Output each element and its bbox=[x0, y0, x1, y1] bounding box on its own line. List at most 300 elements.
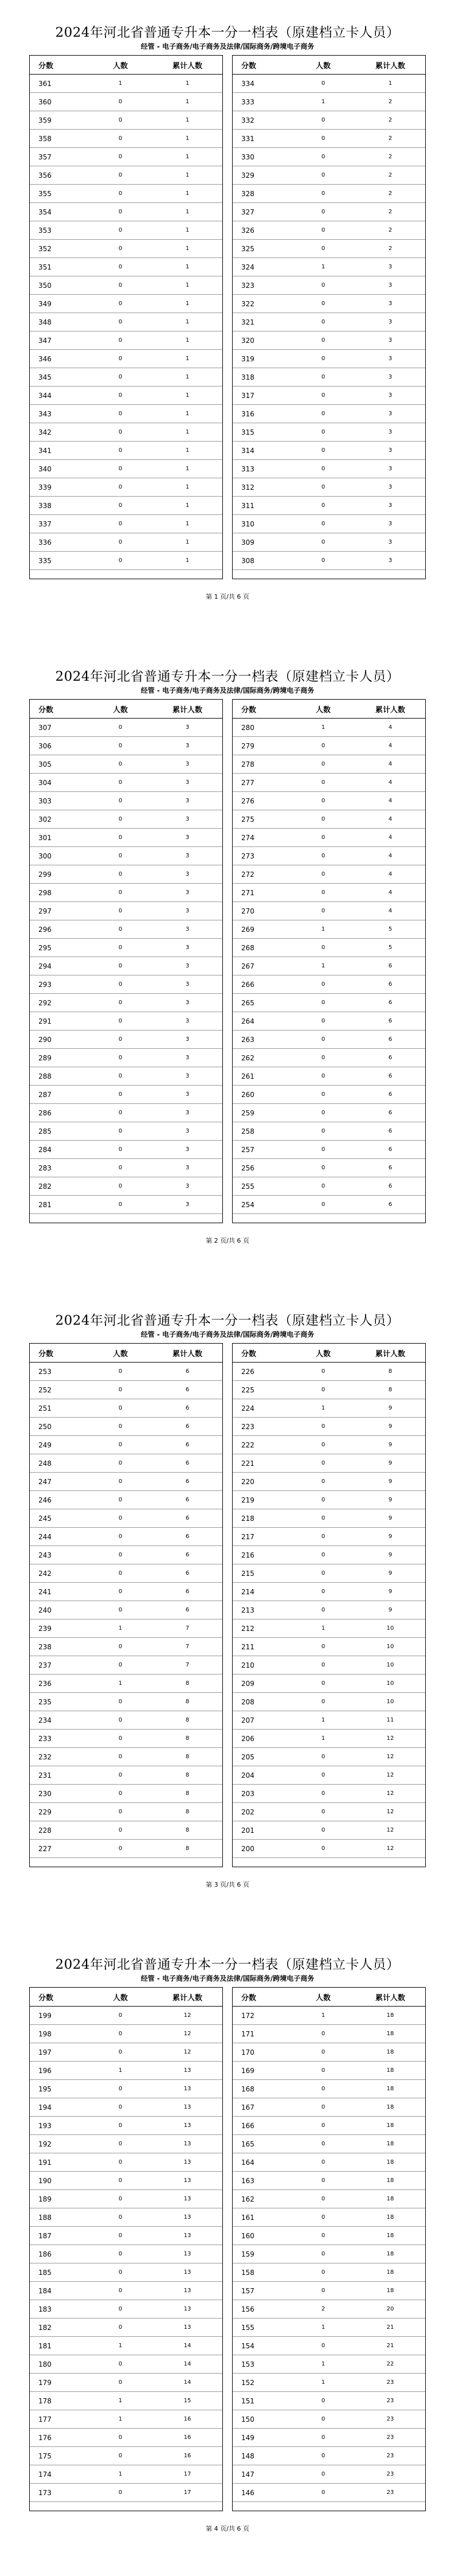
table-row bbox=[29, 755, 223, 774]
cell-score: 175 bbox=[29, 2447, 89, 2465]
cell-count: 0 bbox=[89, 1196, 152, 1214]
cell-count: 0 bbox=[292, 1509, 355, 1528]
cell-score: 163 bbox=[232, 2172, 292, 2190]
table-row bbox=[232, 1177, 426, 1196]
cell-cumulative: 4 bbox=[355, 810, 426, 829]
cell-score: 285 bbox=[29, 1122, 89, 1141]
cell-count: 0 bbox=[89, 2172, 152, 2190]
header-score: 分数 bbox=[232, 1988, 292, 2007]
cell-cumulative: 1 bbox=[152, 93, 223, 111]
cell-cumulative: 18 bbox=[355, 2043, 426, 2062]
cell-score: 266 bbox=[232, 975, 292, 994]
cell-cumulative: 9 bbox=[355, 1491, 426, 1509]
cell-cumulative: 6 bbox=[355, 1122, 426, 1141]
cell-score: 176 bbox=[29, 2429, 89, 2447]
cell-count: 0 bbox=[89, 2447, 152, 2465]
cell-score: 252 bbox=[29, 1381, 89, 1399]
cell-cumulative: 13 bbox=[152, 2190, 223, 2208]
table-header-row bbox=[29, 700, 223, 719]
cell-score: 157 bbox=[232, 2282, 292, 2300]
cell-count: 0 bbox=[292, 203, 355, 221]
cell-score: 166 bbox=[232, 2117, 292, 2135]
cell-cumulative: 3 bbox=[355, 405, 426, 423]
cell-cumulative: 3 bbox=[152, 774, 223, 792]
cell-score: 196 bbox=[29, 2062, 89, 2080]
cell-score: 314 bbox=[232, 442, 292, 460]
cell-score: 336 bbox=[29, 533, 89, 552]
table-row bbox=[232, 2227, 426, 2245]
cell-score: 146 bbox=[232, 2484, 292, 2502]
table-row bbox=[29, 240, 223, 258]
cell-cumulative: 6 bbox=[355, 1159, 426, 1177]
cell-cumulative: 6 bbox=[152, 1399, 223, 1418]
cell-cumulative: 9 bbox=[355, 1509, 426, 1528]
table-row bbox=[232, 387, 426, 405]
cell-cumulative: 13 bbox=[152, 2062, 223, 2080]
cell-count: 0 bbox=[89, 1601, 152, 1619]
cell-count: 0 bbox=[89, 460, 152, 478]
cell-score: 231 bbox=[29, 1766, 89, 1785]
cell-count: 0 bbox=[292, 1821, 355, 1840]
cell-count: 0 bbox=[89, 1803, 152, 1821]
table-row bbox=[29, 295, 223, 313]
cell-count: 0 bbox=[292, 2447, 355, 2465]
cell-cumulative: 1 bbox=[152, 111, 223, 130]
score-table-left bbox=[29, 700, 223, 1214]
table-row bbox=[29, 75, 223, 93]
header-cumulative: 累计人数 bbox=[355, 700, 426, 719]
cell-score: 329 bbox=[232, 166, 292, 185]
cell-score: 256 bbox=[232, 1159, 292, 1177]
cell-cumulative: 10 bbox=[355, 1675, 426, 1693]
table-row bbox=[232, 1546, 426, 1564]
cell-count: 0 bbox=[292, 148, 355, 166]
cell-count: 0 bbox=[292, 1473, 355, 1491]
cell-score: 280 bbox=[232, 719, 292, 737]
cell-cumulative: 21 bbox=[355, 2319, 426, 2337]
cell-score: 211 bbox=[232, 1638, 292, 1656]
table-row bbox=[29, 1418, 223, 1436]
cell-count: 0 bbox=[89, 185, 152, 203]
table-row bbox=[232, 1141, 426, 1159]
cell-cumulative: 3 bbox=[152, 792, 223, 810]
table-row bbox=[29, 1196, 223, 1214]
cell-score: 151 bbox=[232, 2392, 292, 2410]
cell-score: 208 bbox=[232, 1693, 292, 1711]
cell-cumulative: 1 bbox=[152, 203, 223, 221]
cell-count: 1 bbox=[89, 2337, 152, 2355]
table-row bbox=[232, 75, 426, 93]
cell-score: 249 bbox=[29, 1436, 89, 1454]
cell-count: 0 bbox=[89, 405, 152, 423]
cell-score: 168 bbox=[232, 2080, 292, 2098]
table-row bbox=[29, 2484, 223, 2502]
cell-cumulative: 23 bbox=[355, 2410, 426, 2429]
table-row bbox=[232, 810, 426, 829]
cell-cumulative: 12 bbox=[355, 1840, 426, 1858]
cell-score: 180 bbox=[29, 2355, 89, 2374]
cell-score: 298 bbox=[29, 884, 89, 902]
cell-count: 1 bbox=[292, 2007, 355, 2025]
cell-count: 0 bbox=[292, 515, 355, 533]
cell-score: 355 bbox=[29, 185, 89, 203]
cell-count: 0 bbox=[292, 2025, 355, 2043]
cell-cumulative: 8 bbox=[152, 1785, 223, 1803]
table-row bbox=[29, 939, 223, 957]
cell-score: 300 bbox=[29, 847, 89, 865]
table-row bbox=[232, 93, 426, 111]
cell-score: 275 bbox=[232, 810, 292, 829]
table-row bbox=[232, 148, 426, 166]
cell-score: 161 bbox=[232, 2208, 292, 2227]
table-row bbox=[29, 1454, 223, 1473]
cell-count: 0 bbox=[89, 2117, 152, 2135]
table-row bbox=[29, 368, 223, 387]
table-row bbox=[232, 1583, 426, 1601]
cell-count: 0 bbox=[292, 497, 355, 515]
cell-cumulative: 3 bbox=[355, 497, 426, 515]
cell-score: 193 bbox=[29, 2117, 89, 2135]
table-row bbox=[232, 755, 426, 774]
cell-cumulative: 23 bbox=[355, 2392, 426, 2410]
cell-score: 307 bbox=[29, 719, 89, 737]
cell-score: 359 bbox=[29, 111, 89, 130]
table-header-row bbox=[232, 700, 426, 719]
table-row bbox=[232, 1766, 426, 1785]
table-row bbox=[232, 847, 426, 865]
table-row bbox=[29, 93, 223, 111]
cell-cumulative: 2 bbox=[355, 185, 426, 203]
cell-count: 0 bbox=[89, 1067, 152, 1086]
page-footer: 第 3 页/共 6 页 bbox=[206, 1881, 249, 1888]
cell-cumulative: 9 bbox=[355, 1601, 426, 1619]
table-row bbox=[29, 1104, 223, 1122]
cell-score: 289 bbox=[29, 1049, 89, 1067]
cell-score: 316 bbox=[232, 405, 292, 423]
cell-cumulative: 1 bbox=[152, 350, 223, 368]
cell-score: 150 bbox=[232, 2410, 292, 2429]
cell-count: 0 bbox=[292, 1803, 355, 1821]
cell-cumulative: 23 bbox=[355, 2465, 426, 2484]
cell-score: 347 bbox=[29, 331, 89, 350]
cell-cumulative: 18 bbox=[355, 2227, 426, 2245]
cell-count: 0 bbox=[89, 755, 152, 774]
table-row bbox=[29, 829, 223, 847]
cell-score: 264 bbox=[232, 1012, 292, 1031]
cell-count: 0 bbox=[292, 1748, 355, 1766]
table-row bbox=[232, 829, 426, 847]
cell-cumulative: 14 bbox=[152, 2374, 223, 2392]
cell-score: 200 bbox=[232, 1840, 292, 1858]
table-row bbox=[29, 2208, 223, 2227]
table-row bbox=[232, 2300, 426, 2319]
cell-score: 338 bbox=[29, 497, 89, 515]
table-row bbox=[29, 2263, 223, 2282]
table-header-row bbox=[29, 1988, 223, 2007]
cell-count: 0 bbox=[292, 2484, 355, 2502]
header-score: 分数 bbox=[29, 1344, 89, 1363]
cell-score: 213 bbox=[232, 1601, 292, 1619]
table-row bbox=[232, 313, 426, 331]
cell-cumulative: 23 bbox=[355, 2429, 426, 2447]
cell-cumulative: 13 bbox=[152, 2282, 223, 2300]
table-row bbox=[29, 130, 223, 148]
cell-cumulative: 4 bbox=[355, 719, 426, 737]
cell-cumulative: 13 bbox=[152, 2098, 223, 2117]
cell-cumulative: 3 bbox=[355, 552, 426, 570]
cell-count: 1 bbox=[89, 1619, 152, 1638]
cell-count: 1 bbox=[292, 2355, 355, 2374]
cell-score: 148 bbox=[232, 2447, 292, 2465]
header-cumulative: 累计人数 bbox=[152, 1344, 223, 1363]
cell-count: 0 bbox=[292, 2080, 355, 2098]
cell-count: 0 bbox=[89, 2190, 152, 2208]
table-row bbox=[232, 1656, 426, 1675]
header-score: 分数 bbox=[232, 700, 292, 719]
header-cumulative: 累计人数 bbox=[355, 1988, 426, 2007]
table-row bbox=[29, 1086, 223, 1104]
cell-count: 0 bbox=[89, 515, 152, 533]
cell-count: 0 bbox=[292, 1177, 355, 1196]
cell-score: 346 bbox=[29, 350, 89, 368]
table-row bbox=[232, 1638, 426, 1656]
cell-count: 0 bbox=[89, 1012, 152, 1031]
cell-cumulative: 3 bbox=[152, 1122, 223, 1141]
cell-count: 0 bbox=[292, 1546, 355, 1564]
header-count: 人数 bbox=[89, 1988, 152, 2007]
table-row bbox=[29, 1656, 223, 1675]
cell-score: 158 bbox=[232, 2263, 292, 2282]
cell-count: 0 bbox=[292, 2172, 355, 2190]
cell-score: 251 bbox=[29, 1399, 89, 1418]
table-row bbox=[29, 1177, 223, 1196]
cell-score: 287 bbox=[29, 1086, 89, 1104]
table-row bbox=[232, 792, 426, 810]
cell-count: 0 bbox=[89, 2484, 152, 2502]
cell-count: 0 bbox=[89, 884, 152, 902]
cell-count: 0 bbox=[89, 737, 152, 755]
cell-score: 304 bbox=[29, 774, 89, 792]
cell-cumulative: 1 bbox=[152, 258, 223, 276]
table-row bbox=[232, 1381, 426, 1399]
cell-cumulative: 18 bbox=[355, 2025, 426, 2043]
cell-score: 361 bbox=[29, 75, 89, 93]
table-row bbox=[29, 2337, 223, 2355]
cell-score: 259 bbox=[232, 1104, 292, 1122]
cell-cumulative: 8 bbox=[152, 1803, 223, 1821]
table-row bbox=[232, 185, 426, 203]
table-row bbox=[29, 1840, 223, 1858]
cell-count: 0 bbox=[292, 442, 355, 460]
cell-score: 291 bbox=[29, 1012, 89, 1031]
table-row bbox=[29, 1675, 223, 1693]
cell-count: 0 bbox=[89, 1528, 152, 1546]
table-row bbox=[29, 1049, 223, 1067]
table-header-row bbox=[29, 1344, 223, 1363]
table-row bbox=[29, 148, 223, 166]
cell-score: 313 bbox=[232, 460, 292, 478]
cell-score: 174 bbox=[29, 2465, 89, 2484]
table-row bbox=[232, 1454, 426, 1473]
score-table-right bbox=[232, 700, 426, 1214]
cell-score: 159 bbox=[232, 2245, 292, 2263]
table-row bbox=[29, 1638, 223, 1656]
cell-count: 0 bbox=[89, 533, 152, 552]
table-row bbox=[29, 2300, 223, 2319]
cell-score: 353 bbox=[29, 221, 89, 240]
cell-count: 0 bbox=[292, 1381, 355, 1399]
table-row bbox=[232, 2392, 426, 2410]
table-row bbox=[232, 497, 426, 515]
cell-count: 0 bbox=[89, 1583, 152, 1601]
cell-count: 0 bbox=[89, 2153, 152, 2172]
cell-cumulative: 3 bbox=[355, 276, 426, 295]
score-table-right bbox=[232, 1344, 426, 1858]
table-row bbox=[232, 2062, 426, 2080]
cell-score: 199 bbox=[29, 2007, 89, 2025]
cell-count: 0 bbox=[89, 1546, 152, 1564]
table-row bbox=[232, 1049, 426, 1067]
table-row bbox=[232, 166, 426, 185]
cell-count: 0 bbox=[292, 2245, 355, 2263]
cell-cumulative: 1 bbox=[152, 515, 223, 533]
cell-score: 241 bbox=[29, 1583, 89, 1601]
cell-cumulative: 17 bbox=[152, 2484, 223, 2502]
table-row bbox=[29, 1031, 223, 1049]
table-row bbox=[232, 1196, 426, 1214]
cell-count: 0 bbox=[292, 1675, 355, 1693]
table-row bbox=[232, 994, 426, 1012]
cell-cumulative: 1 bbox=[152, 166, 223, 185]
cell-count: 0 bbox=[292, 1564, 355, 1583]
cell-score: 273 bbox=[232, 847, 292, 865]
cell-count: 0 bbox=[292, 755, 355, 774]
cell-score: 185 bbox=[29, 2263, 89, 2282]
cell-count: 0 bbox=[89, 93, 152, 111]
cell-cumulative: 3 bbox=[355, 368, 426, 387]
cell-score: 303 bbox=[29, 792, 89, 810]
table-row bbox=[232, 533, 426, 552]
cell-count: 0 bbox=[89, 847, 152, 865]
page-subtitle: 经管 - 电子商务/电子商务及法律/国际商务/跨境电子商务 bbox=[140, 1974, 315, 1982]
page-subtitle: 经管 - 电子商务/电子商务及法律/国际商务/跨境电子商务 bbox=[140, 42, 315, 50]
table-row bbox=[232, 884, 426, 902]
table-row bbox=[29, 478, 223, 497]
cell-cumulative: 1 bbox=[152, 240, 223, 258]
cell-cumulative: 1 bbox=[152, 276, 223, 295]
table-row bbox=[232, 2410, 426, 2429]
cell-score: 350 bbox=[29, 276, 89, 295]
cell-score: 191 bbox=[29, 2153, 89, 2172]
cell-count: 0 bbox=[89, 957, 152, 975]
cell-cumulative: 6 bbox=[152, 1454, 223, 1473]
cell-cumulative: 9 bbox=[355, 1528, 426, 1546]
table-row bbox=[232, 1840, 426, 1858]
cell-cumulative: 13 bbox=[152, 2080, 223, 2098]
cell-cumulative: 3 bbox=[152, 1159, 223, 1177]
cell-count: 1 bbox=[292, 1399, 355, 1418]
table-row bbox=[29, 810, 223, 829]
cell-score: 218 bbox=[232, 1509, 292, 1528]
cell-cumulative: 13 bbox=[152, 2245, 223, 2263]
cell-score: 216 bbox=[232, 1546, 292, 1564]
cell-cumulative: 6 bbox=[355, 957, 426, 975]
cell-cumulative: 18 bbox=[355, 2007, 426, 2025]
cell-count: 1 bbox=[89, 2410, 152, 2429]
table-row bbox=[29, 111, 223, 130]
cell-count: 0 bbox=[292, 2392, 355, 2410]
cell-cumulative: 2 bbox=[355, 93, 426, 111]
table-row bbox=[29, 2319, 223, 2337]
cell-count: 0 bbox=[89, 295, 152, 313]
table-row bbox=[29, 2153, 223, 2172]
cell-score: 152 bbox=[232, 2374, 292, 2392]
cell-score: 279 bbox=[232, 737, 292, 755]
cell-score: 253 bbox=[29, 1363, 89, 1381]
cell-score: 219 bbox=[232, 1491, 292, 1509]
cell-score: 234 bbox=[29, 1711, 89, 1730]
cell-cumulative: 6 bbox=[355, 1031, 426, 1049]
cell-count: 0 bbox=[89, 1711, 152, 1730]
header-score: 分数 bbox=[29, 56, 89, 75]
cell-score: 284 bbox=[29, 1141, 89, 1159]
table-row bbox=[29, 331, 223, 350]
cell-cumulative: 3 bbox=[152, 865, 223, 884]
cell-cumulative: 3 bbox=[152, 1104, 223, 1122]
cell-cumulative: 11 bbox=[355, 1711, 426, 1730]
cell-count: 1 bbox=[89, 2465, 152, 2484]
cell-cumulative: 15 bbox=[152, 2392, 223, 2410]
cell-cumulative: 20 bbox=[355, 2300, 426, 2319]
cell-count: 0 bbox=[292, 185, 355, 203]
cell-score: 348 bbox=[29, 313, 89, 331]
cell-cumulative: 4 bbox=[355, 902, 426, 920]
cell-score: 154 bbox=[232, 2337, 292, 2355]
cell-score: 309 bbox=[232, 533, 292, 552]
cell-score: 229 bbox=[29, 1803, 89, 1821]
header-count: 人数 bbox=[89, 1344, 152, 1363]
cell-count: 0 bbox=[89, 1564, 152, 1583]
cell-count: 0 bbox=[89, 313, 152, 331]
cell-score: 295 bbox=[29, 939, 89, 957]
table-row bbox=[232, 1491, 426, 1509]
cell-cumulative: 3 bbox=[152, 920, 223, 939]
cell-count: 0 bbox=[89, 719, 152, 737]
cell-count: 1 bbox=[292, 1619, 355, 1638]
cell-score: 165 bbox=[232, 2135, 292, 2153]
cell-cumulative: 18 bbox=[355, 2117, 426, 2135]
table-row bbox=[29, 719, 223, 737]
cell-count: 0 bbox=[292, 865, 355, 884]
cell-cumulative: 13 bbox=[152, 2172, 223, 2190]
cell-count: 0 bbox=[89, 1730, 152, 1748]
cell-cumulative: 4 bbox=[355, 865, 426, 884]
cell-score: 170 bbox=[232, 2043, 292, 2062]
cell-cumulative: 3 bbox=[152, 810, 223, 829]
cell-score: 197 bbox=[29, 2043, 89, 2062]
cell-count: 0 bbox=[292, 1638, 355, 1656]
cell-count: 0 bbox=[89, 2007, 152, 2025]
table-row bbox=[29, 2429, 223, 2447]
table-row bbox=[232, 276, 426, 295]
cell-score: 258 bbox=[232, 1122, 292, 1141]
cell-cumulative: 3 bbox=[152, 1067, 223, 1086]
cell-cumulative: 3 bbox=[152, 1141, 223, 1159]
cell-score: 254 bbox=[232, 1196, 292, 1214]
table-row bbox=[232, 2374, 426, 2392]
cell-cumulative: 12 bbox=[152, 2025, 223, 2043]
cell-score: 235 bbox=[29, 1693, 89, 1711]
